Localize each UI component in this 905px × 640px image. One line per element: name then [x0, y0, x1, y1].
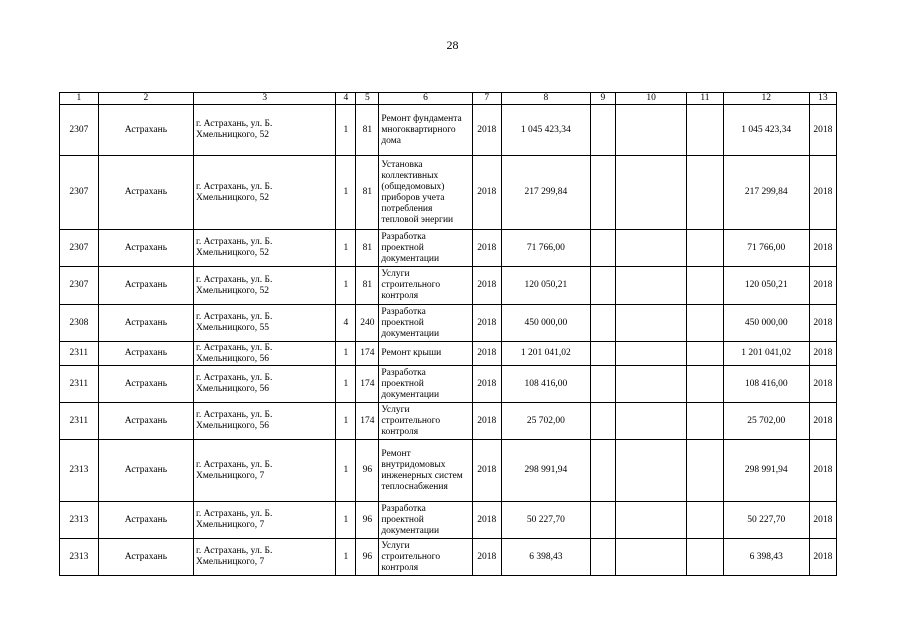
column-9-cell	[590, 156, 615, 230]
column-4-cell: 1	[336, 403, 356, 440]
table-row	[60, 230, 837, 267]
cost-cell: 108 416,00	[501, 366, 590, 403]
column-5-cell: 96	[356, 539, 379, 576]
column-10-cell	[615, 502, 686, 539]
column-header: 5	[356, 93, 379, 105]
city-cell: Астрахань	[98, 539, 193, 576]
record-id-cell: 2308	[60, 305, 99, 342]
table-row	[60, 366, 837, 403]
column-11-cell	[687, 267, 724, 305]
column-5-cell: 81	[356, 267, 379, 305]
column-11-cell	[687, 366, 724, 403]
column-12-cell: 1 201 041,02	[723, 342, 809, 366]
column-10-cell	[615, 403, 686, 440]
page-number: 28	[446, 38, 459, 52]
work-type-cell: Разработка проектной документации	[379, 366, 472, 403]
work-type-cell: Услуги строительного контроля	[379, 539, 472, 576]
column-13-cell: 2018	[809, 105, 836, 156]
column-9-cell	[590, 305, 615, 342]
work-type-cell: Ремонт фундамента многоквартирного дома	[379, 105, 472, 156]
column-13-cell: 2018	[809, 502, 836, 539]
column-10-cell	[615, 305, 686, 342]
city-cell: Астрахань	[98, 156, 193, 230]
column-5-cell: 174	[356, 366, 379, 403]
column-5-cell: 174	[356, 342, 379, 366]
column-9-cell	[590, 539, 615, 576]
column-12-cell: 120 050,21	[723, 267, 809, 305]
column-12-cell: 217 299,84	[723, 156, 809, 230]
work-type-cell: Услуги строительного контроля	[379, 267, 472, 305]
column-9-cell	[590, 342, 615, 366]
cost-cell: 450 000,00	[501, 305, 590, 342]
program-table	[59, 92, 837, 576]
address-cell: г. Астрахань, ул. Б. Хмельницкого, 56	[194, 342, 336, 366]
column-12-cell: 450 000,00	[723, 305, 809, 342]
column-10-cell	[615, 267, 686, 305]
column-10-cell	[615, 105, 686, 156]
column-4-cell: 1	[336, 230, 356, 267]
column-11-cell	[687, 230, 724, 267]
cost-cell: 217 299,84	[501, 156, 590, 230]
year-cell: 2018	[472, 502, 501, 539]
column-13-cell: 2018	[809, 305, 836, 342]
column-13-cell: 2018	[809, 440, 836, 502]
column-11-cell	[687, 440, 724, 502]
record-id-cell: 2307	[60, 105, 99, 156]
column-4-cell: 1	[336, 366, 356, 403]
column-9-cell	[590, 267, 615, 305]
column-10-cell	[615, 440, 686, 502]
table-row	[60, 305, 837, 342]
year-cell: 2018	[472, 342, 501, 366]
address-cell: г. Астрахань, ул. Б. Хмельницкого, 7	[194, 440, 336, 502]
city-cell: Астрахань	[98, 366, 193, 403]
year-cell: 2018	[472, 539, 501, 576]
work-type-cell: Ремонт внутридомовых инженерных систем теплоснабжения	[379, 440, 472, 502]
address-cell: г. Астрахань, ул. Б. Хмельницкого, 7	[194, 502, 336, 539]
address-cell: г. Астрахань, ул. Б. Хмельницкого, 56	[194, 366, 336, 403]
column-12-cell: 25 702,00	[723, 403, 809, 440]
column-10-cell	[615, 539, 686, 576]
address-cell: г. Астрахань, ул. Б. Хмельницкого, 55	[194, 305, 336, 342]
table-row	[60, 156, 837, 230]
cost-cell: 1 045 423,34	[501, 105, 590, 156]
column-5-cell: 81	[356, 105, 379, 156]
column-header: 6	[379, 93, 472, 105]
column-10-cell	[615, 342, 686, 366]
column-11-cell	[687, 156, 724, 230]
column-header: 3	[194, 93, 336, 105]
work-type-cell: Разработка проектной документации	[379, 502, 472, 539]
work-type-cell: Разработка проектной документации	[379, 305, 472, 342]
column-header: 2	[98, 93, 193, 105]
address-cell: г. Астрахань, ул. Б. Хмельницкого, 52	[194, 156, 336, 230]
column-number-row	[60, 93, 837, 105]
address-cell: г. Астрахань, ул. Б. Хмельницкого, 7	[194, 539, 336, 576]
city-cell: Астрахань	[98, 342, 193, 366]
column-13-cell: 2018	[809, 539, 836, 576]
table-row	[60, 342, 837, 366]
record-id-cell: 2311	[60, 366, 99, 403]
column-5-cell: 174	[356, 403, 379, 440]
record-id-cell: 2307	[60, 230, 99, 267]
cost-cell: 1 201 041,02	[501, 342, 590, 366]
city-cell: Астрахань	[98, 403, 193, 440]
column-11-cell	[687, 305, 724, 342]
column-12-cell: 50 227,70	[723, 502, 809, 539]
record-id-cell: 2313	[60, 440, 99, 502]
column-4-cell: 1	[336, 267, 356, 305]
address-cell: г. Астрахань, ул. Б. Хмельницкого, 52	[194, 230, 336, 267]
address-cell: г. Астрахань, ул. Б. Хмельницкого, 52	[194, 105, 336, 156]
column-11-cell	[687, 105, 724, 156]
work-type-cell: Разработка проектной документации	[379, 230, 472, 267]
work-type-cell: Установка коллективных (общедомовых) приборов учета потребления тепловой энергии	[379, 156, 472, 230]
column-13-cell: 2018	[809, 230, 836, 267]
column-10-cell	[615, 156, 686, 230]
column-4-cell: 1	[336, 342, 356, 366]
column-header: 8	[501, 93, 590, 105]
column-5-cell: 81	[356, 156, 379, 230]
record-id-cell: 2313	[60, 502, 99, 539]
record-id-cell: 2311	[60, 403, 99, 440]
work-type-cell: Ремонт крыши	[379, 342, 472, 366]
column-header: 10	[615, 93, 686, 105]
column-4-cell: 4	[336, 305, 356, 342]
table-row	[60, 502, 837, 539]
column-9-cell	[590, 230, 615, 267]
column-12-cell: 6 398,43	[723, 539, 809, 576]
column-10-cell	[615, 230, 686, 267]
city-cell: Астрахань	[98, 105, 193, 156]
cost-cell: 71 766,00	[501, 230, 590, 267]
column-9-cell	[590, 403, 615, 440]
column-12-cell: 1 045 423,34	[723, 105, 809, 156]
year-cell: 2018	[472, 267, 501, 305]
column-4-cell: 1	[336, 440, 356, 502]
cost-cell: 6 398,43	[501, 539, 590, 576]
column-9-cell	[590, 105, 615, 156]
record-id-cell: 2311	[60, 342, 99, 366]
column-12-cell: 108 416,00	[723, 366, 809, 403]
column-9-cell	[590, 502, 615, 539]
table-row	[60, 403, 837, 440]
column-13-cell: 2018	[809, 156, 836, 230]
cost-cell: 120 050,21	[501, 267, 590, 305]
record-id-cell: 2313	[60, 539, 99, 576]
column-header: 9	[590, 93, 615, 105]
column-13-cell: 2018	[809, 267, 836, 305]
year-cell: 2018	[472, 105, 501, 156]
column-header: 13	[809, 93, 836, 105]
address-cell: г. Астрахань, ул. Б. Хмельницкого, 56	[194, 403, 336, 440]
cost-cell: 25 702,00	[501, 403, 590, 440]
column-11-cell	[687, 342, 724, 366]
year-cell: 2018	[472, 440, 501, 502]
column-5-cell: 81	[356, 230, 379, 267]
column-header: 7	[472, 93, 501, 105]
column-header: 12	[723, 93, 809, 105]
column-5-cell: 96	[356, 502, 379, 539]
column-13-cell: 2018	[809, 403, 836, 440]
column-10-cell	[615, 366, 686, 403]
column-5-cell: 240	[356, 305, 379, 342]
column-12-cell: 71 766,00	[723, 230, 809, 267]
column-13-cell: 2018	[809, 366, 836, 403]
year-cell: 2018	[472, 366, 501, 403]
year-cell: 2018	[472, 230, 501, 267]
city-cell: Астрахань	[98, 230, 193, 267]
column-header: 4	[336, 93, 356, 105]
column-11-cell	[687, 403, 724, 440]
column-4-cell: 1	[336, 105, 356, 156]
table-row	[60, 440, 837, 502]
work-type-cell: Услуги строительного контроля	[379, 403, 472, 440]
city-cell: Астрахань	[98, 440, 193, 502]
column-11-cell	[687, 502, 724, 539]
cost-cell: 298 991,94	[501, 440, 590, 502]
table-row	[60, 539, 837, 576]
column-12-cell: 298 991,94	[723, 440, 809, 502]
year-cell: 2018	[472, 156, 501, 230]
column-4-cell: 1	[336, 539, 356, 576]
column-11-cell	[687, 539, 724, 576]
record-id-cell: 2307	[60, 267, 99, 305]
year-cell: 2018	[472, 305, 501, 342]
table-row	[60, 105, 837, 156]
table-row	[60, 267, 837, 305]
column-13-cell: 2018	[809, 342, 836, 366]
column-9-cell	[590, 440, 615, 502]
record-id-cell: 2307	[60, 156, 99, 230]
city-cell: Астрахань	[98, 305, 193, 342]
column-4-cell: 1	[336, 502, 356, 539]
column-header: 11	[687, 93, 724, 105]
column-5-cell: 96	[356, 440, 379, 502]
column-9-cell	[590, 366, 615, 403]
city-cell: Астрахань	[98, 502, 193, 539]
city-cell: Астрахань	[98, 267, 193, 305]
address-cell: г. Астрахань, ул. Б. Хмельницкого, 52	[194, 267, 336, 305]
year-cell: 2018	[472, 403, 501, 440]
column-header: 1	[60, 93, 99, 105]
cost-cell: 50 227,70	[501, 502, 590, 539]
column-4-cell: 1	[336, 156, 356, 230]
